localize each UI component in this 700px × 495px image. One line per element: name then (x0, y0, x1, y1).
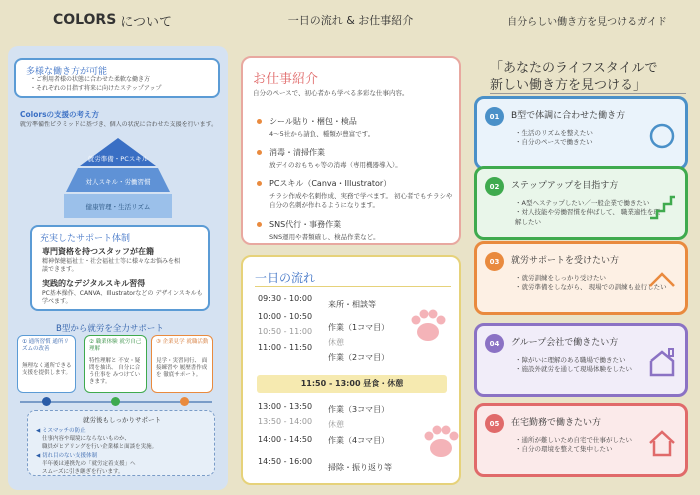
schedule-title-underline (255, 286, 451, 287)
card-02-bullet-2: ・対人技能や労働習慣を伸ばして、 職業適性を理解したい (515, 208, 660, 226)
flexible-work-box (14, 58, 220, 98)
lunch-band (257, 375, 447, 393)
lunch-text: 11:50 - 13:00 昼食・休憩 (300, 379, 404, 388)
pyramid-level-base: 健康管理・生活リズム (85, 203, 151, 211)
schedule-act-3: 休憩 (328, 338, 344, 347)
card-01-bullet-1: ・生活のリズムを整えたい (515, 129, 593, 137)
digital-body: PC基本操作、CANVA、Illustratorなどの デザインスキルも学べます。 (42, 290, 203, 306)
job-bullet-icon (257, 150, 262, 155)
home-icon (647, 428, 677, 458)
job-3-desc: チラシ作成や名刺作成、実務で学べます。 初心者でもチラシや自分の名刺が作れるようになります。 (269, 192, 453, 209)
schedule-act-6: 作業（3コマ目） (328, 405, 390, 414)
stairs-icon (647, 191, 677, 221)
schedule-panel (241, 255, 461, 485)
schedule-time-7: 13:50 - 14:00 (258, 417, 313, 426)
pyramid-level-mid: 対人スキル・労働習慣 (85, 178, 151, 186)
card-05-title: 在宅勤務で働きたい方 (511, 418, 602, 428)
card-01-bullets (515, 129, 593, 148)
support-desc: 就労準備性ピラミッドに基づき、個人の状況に合わせた支援を行います。 (20, 121, 218, 128)
staff-body: 精神保健福祉士・社会福祉士等に様々なお悩みを相談できます。 (42, 258, 181, 274)
schedule-title: 一日の流れ (255, 271, 316, 285)
right-header: 自分らしい働き方を見つけるガイド (507, 16, 667, 28)
b-type-support-title: B型から就労を全力サポート (56, 324, 164, 334)
brand-name: COLORS (52, 12, 117, 28)
card-04 (474, 323, 688, 397)
step-1-title: ① 通所習慣 通所リズムの改善 (22, 339, 69, 353)
support-title: Colorsの支援の考え方 (20, 110, 100, 119)
job-bullet-icon (257, 119, 262, 124)
flexible-work-title: 多様な働き方が可能 (26, 67, 108, 77)
step-1-box (17, 335, 76, 393)
job-1 (257, 116, 457, 138)
card-04-bullets (515, 356, 632, 375)
job-4 (257, 219, 457, 241)
paw-icon (408, 307, 448, 343)
card-05 (474, 403, 688, 477)
step-2-title: ② 職業体験 就労自己理解 (89, 339, 142, 353)
card-01-title: B型で体調に合わせた働き方 (511, 111, 626, 121)
step-3-body: 見学・実習同行、 面接練習や 履歴書作成を 徹底サポート。 (156, 358, 208, 379)
brand-suffix: について (120, 14, 173, 30)
support-system-box (30, 225, 210, 311)
paw-icon (421, 423, 461, 459)
schedule-time-4: 11:00 - 11:50 (258, 343, 313, 352)
card-02-bullets (515, 199, 665, 227)
jobs-title: お仕事紹介 (253, 72, 319, 87)
support-system-title: 充実したサポート体制 (40, 234, 131, 244)
step-3-title: ③ 企業見学 就職活動 (156, 339, 209, 345)
step-3-box (151, 335, 213, 393)
center-header: 一日の流れ & お仕事紹介 (287, 14, 414, 27)
job-2 (257, 147, 457, 169)
mismatch-line-1: 仕事内容や環境にならないものか、 (42, 436, 131, 442)
card-05-bullet-2: ・自分の環境を整えて集中したい (515, 445, 613, 454)
right-quote-line-2: 新しい働き方を見つける」 (490, 78, 647, 93)
flexible-work-item-1: ・ご利用者様の状態に合わせた柔軟な働き方 (30, 76, 151, 83)
job-bullet-icon (257, 181, 262, 186)
card-03-number: 03 (485, 252, 504, 271)
card-03-bullet-1: ・就労訓練をしっかり受けたい (515, 274, 606, 282)
readiness-pyramid (38, 138, 198, 220)
card-01 (474, 96, 688, 170)
jobs-subtitle: 自分のペースで、初心者から学べる多彩な仕事内容。 (253, 89, 409, 97)
right-quote-underline (490, 93, 686, 94)
job-4-desc: SNS運用や書類確し、検品作業など。 (269, 233, 380, 241)
mismatch-line-2: 職員がヒアリングを行い企業様と面談を実施。 (42, 444, 158, 450)
card-05-bullet-1: ・通所が難しいため自宅で仕事がしたい (515, 436, 632, 444)
schedule-act-1: 来所・相談等 (328, 300, 376, 309)
schedule-time-8: 14:00 - 14:50 (258, 435, 313, 444)
after-employment-title: 就労後もしっかりサポート (83, 416, 161, 424)
card-02-title: ステップアップを目指す方 (511, 181, 619, 191)
card-01-bullet-2: ・自分のペースで働きたい (515, 138, 593, 147)
circle-icon (647, 121, 677, 151)
jobs-panel (241, 56, 461, 245)
schedule-time-9: 14:50 - 16:00 (258, 457, 313, 466)
step-dot-1 (42, 397, 51, 406)
job-bullet-icon (257, 222, 262, 227)
schedule-time-3: 10:50 - 11:00 (258, 327, 313, 336)
step-2-box (84, 335, 147, 393)
step-2-body: 特性理解と 不安・疑問を抽出、 自分に合う仕事を みつけていきます。 (89, 358, 141, 386)
job-1-name: シール貼り・梱包・検品 (269, 117, 357, 126)
job-1-desc: 4〜5社から請負、種類が豊富です。 (269, 130, 375, 138)
job-3 (257, 178, 461, 209)
schedule-act-8: 作業（4コマ目） (328, 436, 390, 445)
left-header (0, 0, 225, 40)
card-05-bullets (515, 436, 632, 455)
right-quote-line-1: 「あなたのライフスタイルで (490, 61, 658, 76)
job-4-name: SNS代行・事務作業 (269, 220, 342, 229)
card-02-number: 02 (485, 177, 504, 196)
mismatch-title: ◀ ミスマッチの防止 (36, 428, 86, 434)
building-icon (647, 348, 677, 378)
schedule-act-7: 休憩 (328, 420, 344, 429)
card-03 (474, 241, 688, 315)
schedule-time-2: 10:00 - 10:50 (258, 312, 313, 321)
digital-title: 実践的なデジタルスキル習得 (42, 279, 146, 288)
step-dot-2 (111, 397, 120, 406)
card-01-number: 01 (485, 107, 504, 126)
card-04-number: 04 (485, 334, 504, 353)
card-02 (474, 166, 688, 240)
job-3-name: PCスキル（Canva・Illustrator） (269, 179, 392, 188)
seamless-title: ◀ 切れ目のない支援体制 (36, 453, 97, 459)
seamless-line-2: スムーズに引き継ぎを行います。 (42, 469, 124, 475)
card-05-number: 05 (485, 414, 504, 433)
step-1-body: 無理なく通所できる 支援を提供します。 (22, 363, 72, 377)
pyramid-level-top: 就労準備・PCスキル (87, 155, 149, 163)
roof-icon (647, 266, 677, 296)
schedule-time-1: 09:30 - 10:00 (258, 294, 313, 303)
card-02-bullet-1: ・A型へステップしたい／一般企業で働きたい (515, 199, 650, 207)
job-2-name: 消毒・清掃作業 (269, 148, 325, 157)
after-employment-box (27, 410, 215, 476)
card-04-bullet-1: ・障がいに理解のある職場で働きたい (515, 356, 626, 364)
schedule-act-4: 作業（2コマ目） (328, 353, 390, 362)
card-04-bullet-2: ・施設外就労を通して現場体験をしたい (515, 365, 632, 374)
job-2-desc: 放デイのおもちゃ等の消毒（専用機器導入）。 (269, 161, 402, 169)
flexible-work-item-2: ・それぞれの目指す将来に向けたステップアップ (30, 85, 162, 92)
staff-title: 専門資格を持つスタッフが在籍 (42, 247, 154, 256)
schedule-act-9: 掃除・振り返り等 (328, 463, 392, 472)
card-04-title: グループ会社で働きたい方 (511, 338, 619, 348)
seamless-line-1: 半年後は連携先の「就労定着支援」へ (42, 461, 136, 467)
card-03-bullet-2: ・就労準備をしながら、 現場での訓練も並行したい (515, 283, 667, 292)
schedule-time-6: 13:00 - 13:50 (258, 402, 313, 411)
schedule-act-2: 作業（1コマ目） (328, 323, 390, 332)
card-03-title: 就労サポートを受けたい方 (511, 256, 620, 266)
card-03-bullets (515, 274, 667, 293)
step-dot-3 (180, 397, 189, 406)
